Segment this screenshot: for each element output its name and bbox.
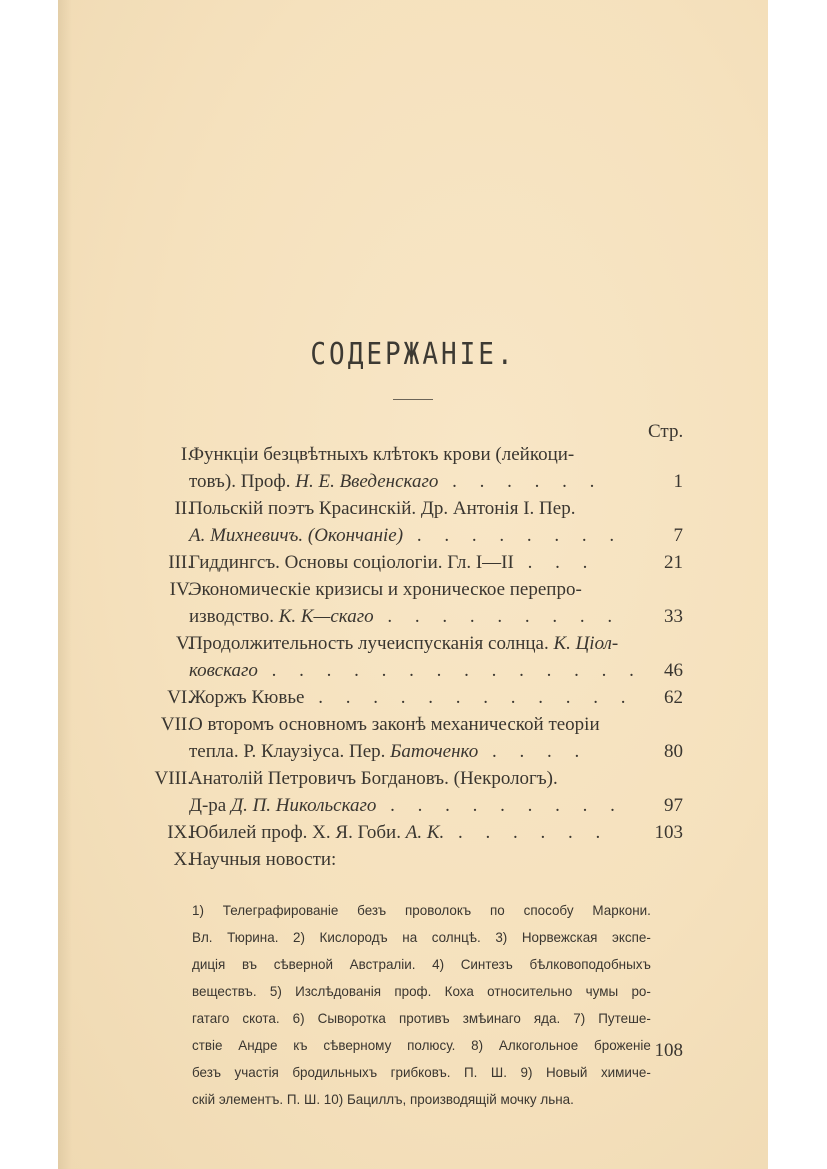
entry-title: Продолжительность лучеиспусканія солнца. <box>189 633 554 654</box>
entry-text <box>189 738 588 765</box>
entry-title: Гиддингсъ. Основы соціологіи. Гл. I—II <box>189 552 514 573</box>
toc-entry-line <box>58 522 768 549</box>
entry-title: Юбилей проф. Х. Я. Гоби. <box>189 822 406 843</box>
entry-text <box>189 522 623 549</box>
dot-leader: . . . . . . . . . . . . . . <box>257 660 643 681</box>
entry-text <box>189 711 600 738</box>
entry-page-number: 103 <box>654 822 683 843</box>
entry-numeral: III. <box>168 552 192 573</box>
entry-author: ковскаго <box>189 660 258 681</box>
entry-page-number: 1 <box>673 471 683 492</box>
entry-title: товъ). Проф. <box>189 471 296 492</box>
dot-leader: . . . . <box>478 741 589 762</box>
entry-numeral: VIII. <box>154 768 192 789</box>
entry-text <box>189 846 336 873</box>
toc-entry-line <box>58 846 768 873</box>
entry-title: Д-ра <box>189 795 231 816</box>
news-item-line: диція въ сѣверной Австраліи. 4) Синтезъ бѣлковоподобныхъ <box>192 956 651 972</box>
entry-title: Анатолій Петровичъ Богдановъ. (Некрологъ). <box>189 768 558 789</box>
news-item-line: Вл. Тюрина. 2) Кислородъ на солнцѣ. 3) Норвежская экспе- <box>192 929 651 945</box>
dot-leader: . . . . . . <box>444 822 610 843</box>
toc-entry-line <box>58 630 768 657</box>
toc-entry-line <box>58 441 768 468</box>
entry-page-number: 97 <box>664 795 683 816</box>
toc-entry-line <box>58 468 768 495</box>
entry-text <box>189 441 574 468</box>
entry-author: К. К—скаго <box>278 606 374 627</box>
entry-numeral: I. <box>180 444 192 465</box>
entry-title: Функціи безцвѣтныхъ клѣтокъ крови (лейкоци- <box>189 444 575 465</box>
dot-leader: . . . <box>513 552 597 573</box>
entry-author: А. К. <box>405 822 445 843</box>
entry-numeral: V. <box>175 633 192 654</box>
entry-author: Н. Е. Введенскаго <box>295 471 439 492</box>
toc-entry-line <box>58 603 768 630</box>
entry-numeral: X. <box>173 849 192 870</box>
toc-entry-line <box>58 549 768 576</box>
entry-title: Экономическіе кризисы и хроническое перепро- <box>189 579 582 600</box>
entry-text <box>189 603 621 630</box>
entry-text <box>189 765 558 792</box>
toc-entry-line <box>58 792 768 819</box>
entry-title: Научныя новости: <box>189 849 337 870</box>
entry-page-number: 80 <box>664 741 683 762</box>
entry-page-number: 46 <box>664 660 683 681</box>
dot-leader: . . . . . . . . . . . . <box>304 687 635 708</box>
dot-leader: . . . . . . <box>438 471 604 492</box>
entry-page-number: 33 <box>664 606 683 627</box>
entry-numeral: II. <box>174 498 192 519</box>
entry-page-number: 62 <box>664 687 683 708</box>
entry-text <box>189 549 596 576</box>
news-item-line: гатаго скота. 6) Сыворотка противъ змѣинаго яда. 7) Путеше- <box>192 1010 651 1026</box>
entry-page-number: 7 <box>673 525 683 546</box>
dot-leader: . . . . . . . . . <box>373 606 622 627</box>
entry-author: К. Ціол- <box>553 633 619 654</box>
news-list <box>192 897 653 1113</box>
entry-title: Жоржъ Кювье <box>189 687 305 708</box>
entry-page-number: 21 <box>664 552 683 573</box>
entry-text <box>189 576 582 603</box>
entry-text <box>189 684 634 711</box>
entry-author: Д. П. Никольскаго <box>230 795 377 816</box>
book-page <box>58 0 768 1169</box>
entry-numeral: IV. <box>169 579 192 600</box>
entry-title: О второмъ основномъ законѣ механической теоріи <box>189 714 600 735</box>
toc-entry-line <box>58 765 768 792</box>
entry-text <box>189 819 609 846</box>
news-item-line: безъ участія бродильныхъ грибковъ. П. Ш. 9) Новый химиче- <box>192 1064 651 1080</box>
entry-numeral: VI. <box>167 687 192 708</box>
news-item-line: 1) Телеграфированіе безъ проволокъ по способу Маркони. <box>192 902 651 918</box>
entry-text <box>189 657 643 684</box>
entry-text <box>189 630 618 657</box>
toc-entry-line <box>58 576 768 603</box>
news-page-number: 108 <box>654 1040 683 1061</box>
entry-title: тепла. Р. Клаузіуса. Пер. <box>189 741 391 762</box>
news-item-line: скій элементъ. П. Ш. 10) Бациллъ, производящій мочку льна. <box>192 1091 574 1107</box>
entry-text <box>189 468 603 495</box>
entry-title: изводство. <box>189 606 279 627</box>
toc-entry-line <box>58 711 768 738</box>
page-title: СОДЕРЖАНІЕ. <box>310 337 516 373</box>
page-column-label: Стр. <box>648 421 684 442</box>
entry-text <box>189 495 575 522</box>
news-item-line: ствіе Андре къ сѣверному полюсу. 8) Алкогольное броженіе <box>192 1037 651 1053</box>
toc-entry-line <box>58 657 768 684</box>
toc-entry-line <box>58 738 768 765</box>
entry-author: А. Михневичъ. (Окончаніе) <box>189 525 404 546</box>
toc-entry-line <box>58 684 768 711</box>
dot-leader: . . . . . . . . <box>403 525 624 546</box>
news-item-line: веществъ. 5) Изслѣдованія проф. Коха относительно чумы ро- <box>192 983 651 999</box>
entry-title: Польскій поэтъ Красинскій. Др. Антонія І. Пер. <box>189 498 576 519</box>
entry-text <box>189 792 624 819</box>
entry-author: Баточенко <box>390 741 479 762</box>
entry-numeral: IX. <box>167 822 192 843</box>
toc-entry-line <box>58 819 768 846</box>
entry-numeral: VII. <box>160 714 192 735</box>
title-divider <box>393 399 433 400</box>
toc-entry-line <box>58 495 768 522</box>
dot-leader: . . . . . . . . . <box>376 795 624 816</box>
